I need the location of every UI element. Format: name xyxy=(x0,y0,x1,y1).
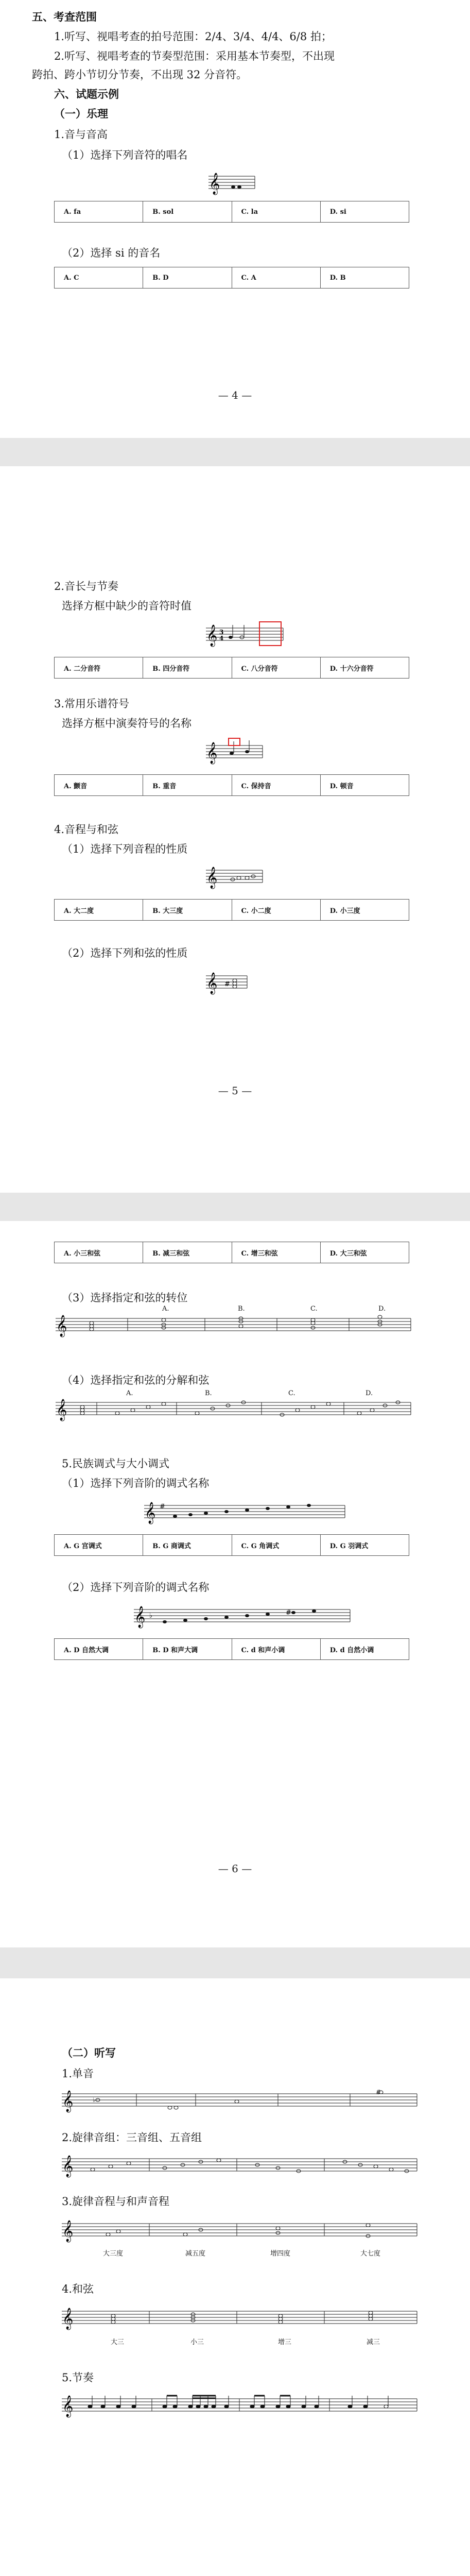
svg-text:𝄞: 𝄞 xyxy=(145,1502,156,1523)
option-b[interactable]: B. 减三和弦 xyxy=(143,1242,232,1263)
letter-d: D. xyxy=(378,1305,386,1313)
page-number: — 4 — xyxy=(218,389,252,401)
question-4-1: （1）选择下列音程的性质 xyxy=(62,843,188,855)
option-b[interactable]: B. D 和声大调 xyxy=(143,1639,232,1660)
range-item-2b: 跨拍、跨小节切分节奏，不出现 32 分音符。 xyxy=(32,69,248,81)
interval-label: 大七度 xyxy=(360,2250,381,2258)
option-d[interactable]: D. 顿音 xyxy=(320,775,409,796)
dictation-4-title: 4.和弦 xyxy=(62,2283,94,2295)
q4-1-options xyxy=(54,899,409,921)
question-5-1: （1）选择下列音阶的调式名称 xyxy=(62,1477,210,1489)
q1-2-options xyxy=(54,267,409,289)
staff-chords xyxy=(62,2304,422,2335)
staff-single-notes xyxy=(62,2087,422,2117)
staff-rhythm xyxy=(62,2392,422,2422)
option-c[interactable]: C. 小二度 xyxy=(232,900,320,921)
option-c[interactable]: C. d 和声小调 xyxy=(232,1639,320,1660)
svg-text:♭: ♭ xyxy=(93,2096,96,2104)
question-5-2: （2）选择下列音阶的调式名称 xyxy=(62,1581,210,1594)
staff-note-groups xyxy=(62,2151,422,2182)
option-b[interactable]: B. G 商调式 xyxy=(143,1535,232,1556)
option-b[interactable]: B. 重音 xyxy=(143,775,232,796)
section-6-title: 六、试题示例 xyxy=(54,88,119,100)
svg-text:𝄞: 𝄞 xyxy=(134,1606,146,1628)
option-a[interactable]: A. 颤音 xyxy=(55,775,143,796)
option-d[interactable]: D. B xyxy=(320,267,409,289)
option-b[interactable]: B. 大三度 xyxy=(143,900,232,921)
option-c[interactable]: C. 增三和弦 xyxy=(232,1242,320,1263)
svg-text:𝄞: 𝄞 xyxy=(209,173,220,194)
question-3-title: 3.常用乐谱符号 xyxy=(54,698,130,710)
chord-label: 大三 xyxy=(111,2338,125,2346)
q2-options xyxy=(54,657,409,679)
page-3 xyxy=(0,1221,470,1947)
page-number: — 5 — xyxy=(218,1084,252,1097)
section-5-title: 五、考查范围 xyxy=(32,10,97,23)
page-4 xyxy=(0,1978,470,2576)
q5-1-options xyxy=(54,1534,409,1556)
option-a[interactable]: A. fa xyxy=(55,201,143,223)
question-1-2: （2）选择 si 的音名 xyxy=(62,247,161,259)
question-4-4: （4）选择指定和弦的分解和弦 xyxy=(62,1374,210,1386)
q5-2-options xyxy=(54,1638,409,1660)
letter-c: C. xyxy=(310,1305,318,1313)
staff-interval-q4-1 xyxy=(206,863,268,894)
option-d[interactable]: D. 大三和弦 xyxy=(320,1242,409,1263)
staff-inversion-q4-3 xyxy=(56,1311,416,1342)
option-c[interactable]: C. 保持音 xyxy=(232,775,320,796)
staff-chord-q4-2 xyxy=(206,969,252,999)
option-d[interactable]: D. 十六分音符 xyxy=(320,657,409,679)
question-2-desc: 选择方框中缺少的音符时值 xyxy=(62,600,192,612)
question-4-title: 4.音程与和弦 xyxy=(54,823,119,836)
option-b[interactable]: B. sol xyxy=(143,201,232,223)
svg-text:𝄞: 𝄞 xyxy=(62,2308,74,2329)
question-3-desc: 选择方框中演奏符号的名称 xyxy=(62,717,192,730)
chord-quality-options xyxy=(54,1242,409,1263)
option-a[interactable]: A. G 宫调式 xyxy=(55,1535,143,1556)
svg-text:𝄞: 𝄞 xyxy=(62,2221,74,2242)
staff-scale-q5-1 xyxy=(144,1498,350,1529)
option-c[interactable]: C. G 角调式 xyxy=(232,1535,320,1556)
question-4-2: （2）选择下列和弦的性质 xyxy=(62,947,188,959)
svg-text:𝄞: 𝄞 xyxy=(206,973,218,994)
svg-text:𝄞: 𝄞 xyxy=(62,2396,74,2417)
dictation-5-title: 5.节奏 xyxy=(62,2371,94,2384)
option-d[interactable]: D. d 自然小调 xyxy=(320,1639,409,1660)
dictation-1-title: 1.单音 xyxy=(62,2067,94,2080)
svg-text:3: 3 xyxy=(219,629,224,636)
letter-d: D. xyxy=(365,1389,373,1397)
option-c[interactable]: C. 八分音符 xyxy=(232,657,320,679)
question-1-1: （1）选择下列音符的唱名 xyxy=(62,149,188,161)
question-1-title: 1.音与音高 xyxy=(54,128,108,141)
option-c[interactable]: C. la xyxy=(232,201,320,223)
question-4-3: （3）选择指定和弦的转位 xyxy=(62,1292,188,1304)
svg-text:𝄞: 𝄞 xyxy=(206,742,218,764)
interval-label: 增四度 xyxy=(270,2250,291,2258)
chord-label: 增三 xyxy=(278,2338,292,2346)
dictation-2-title: 2.旋律音组：三音组、五音组 xyxy=(62,2131,202,2144)
svg-text:♭: ♭ xyxy=(149,1612,153,1620)
range-item-2a: 2.听写、视唱考查的节奏型范围：采用基本节奏型，不出现 xyxy=(54,50,335,62)
svg-text:𝄞: 𝄞 xyxy=(206,867,218,888)
svg-text:#: # xyxy=(160,1503,165,1511)
option-a[interactable]: A. D 自然大调 xyxy=(55,1639,143,1660)
q3-options xyxy=(54,774,409,796)
chord-label: 减三 xyxy=(367,2338,380,2346)
svg-text:𝄞: 𝄞 xyxy=(56,1399,67,1420)
page-2 xyxy=(0,466,470,1193)
letter-a: A. xyxy=(126,1389,133,1397)
option-a[interactable]: A. C xyxy=(55,267,143,289)
letter-b: B. xyxy=(205,1389,212,1397)
page-1 xyxy=(0,0,470,438)
svg-text:𝄞: 𝄞 xyxy=(56,1315,67,1336)
letter-c: C. xyxy=(288,1389,295,1397)
letter-b: B. xyxy=(238,1305,245,1313)
dictation-3-title: 3.旋律音程与和声音程 xyxy=(62,2195,170,2208)
option-c[interactable]: C. A xyxy=(232,267,320,289)
svg-text:#: # xyxy=(224,980,230,988)
option-d[interactable]: D. si xyxy=(320,201,409,223)
interval-label: 大三度 xyxy=(103,2250,124,2258)
staff-rhythm-q2 xyxy=(206,621,288,652)
option-b[interactable]: B. D xyxy=(143,267,232,289)
option-a[interactable]: A. 大二度 xyxy=(55,900,143,921)
subsection-theory: （一）乐理 xyxy=(54,107,108,120)
staff-note-q1 xyxy=(208,169,255,200)
svg-text:𝄞: 𝄞 xyxy=(62,2156,74,2177)
staff-intervals xyxy=(62,2216,422,2247)
staff-symbol-q3 xyxy=(206,738,268,769)
option-b[interactable]: B. 四分音符 xyxy=(143,657,232,679)
option-a[interactable]: A. 二分音符 xyxy=(55,657,143,679)
option-d[interactable]: D. G 羽调式 xyxy=(320,1535,409,1556)
svg-text:𝄞: 𝄞 xyxy=(62,2091,74,2112)
svg-text:𝄞: 𝄞 xyxy=(206,625,218,646)
staff-scale-q5-2 xyxy=(134,1602,355,1633)
q1-1-options xyxy=(54,201,409,223)
svg-text:4: 4 xyxy=(219,635,224,642)
chord-label: 小三 xyxy=(190,2338,204,2346)
option-d[interactable]: D. 小三度 xyxy=(320,900,409,921)
option-a[interactable]: A. 小三和弦 xyxy=(55,1242,143,1263)
svg-text:#: # xyxy=(376,2089,381,2096)
interval-label: 减五度 xyxy=(185,2250,206,2258)
letter-a: A. xyxy=(162,1305,169,1313)
staff-arpeggio-q4-4 xyxy=(56,1395,416,1426)
page-number: — 6 — xyxy=(218,1862,252,1875)
question-2-title: 2.音长与节奏 xyxy=(54,580,119,592)
range-item-1: 1.听写、视唱考查的拍号范围：2/4、3/4、4/4、6/8 拍； xyxy=(54,30,332,43)
svg-text:#: # xyxy=(286,1609,291,1617)
question-5-title: 5.民族调式与大小调式 xyxy=(62,1458,170,1470)
subsection-dictation: （二）听写 xyxy=(62,2046,116,2059)
